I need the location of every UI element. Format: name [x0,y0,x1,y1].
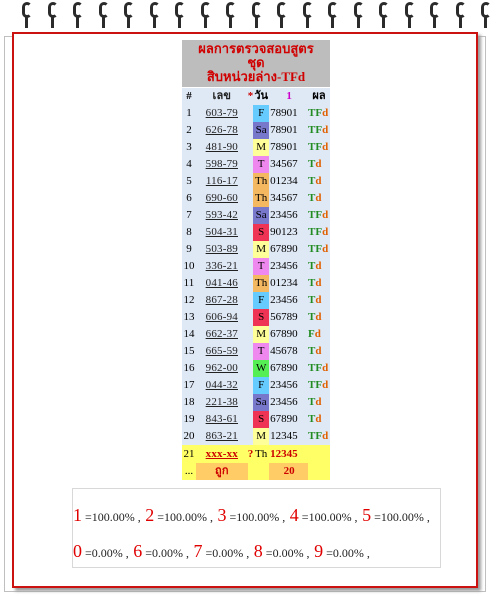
row-digits: 67890 [269,241,308,258]
row-day: S [253,411,269,428]
spiral-binding [0,0,495,34]
row-number: 10 [182,258,196,275]
binding-ring [405,2,415,28]
row-digits: 23456 [269,377,308,394]
row-lek: 221-38 [196,394,248,411]
table-row [182,173,330,190]
row-result: TFd [308,207,330,224]
stat-percent: =100.00% , [298,510,358,524]
row-day: Th [253,190,269,207]
row-day: F [253,292,269,309]
stat-percent: =0.00% , [82,546,129,560]
row-number: 13 [182,309,196,326]
row-number: 16 [182,360,196,377]
row-day: F [253,105,269,122]
row-lek: 603-79 [196,105,248,122]
row-lek: 593-42 [196,207,248,224]
stat-digit: 7 [189,541,203,561]
row-result: Td [308,156,330,173]
binding-ring [150,2,160,28]
stat-digit: 3 [213,505,227,525]
row-lek: 044-32 [196,377,248,394]
row-lek: 041-46 [196,275,248,292]
row-lek: 843-61 [196,411,248,428]
binding-ring [252,2,262,28]
summary-spacer [308,463,330,480]
pending-number: 21 [182,445,196,463]
row-lek: 598-79 [196,156,248,173]
binding-ring [175,2,185,28]
stats-line [73,541,370,562]
row-day: T [253,258,269,275]
stat-digit: 1 [73,505,82,525]
row-number: 17 [182,377,196,394]
binding-ring [379,2,389,28]
stat-digit: 4 [285,505,299,525]
stat-percent: =0.00% , [323,546,370,560]
row-result: TFd [308,105,330,122]
header-digit: 1 [269,88,308,105]
table-row [182,428,330,445]
row-result: TFd [308,377,330,394]
row-digits: 45678 [269,343,308,360]
title-line-2: ชุด [247,55,265,70]
table-row [182,326,330,343]
table-row [182,394,330,411]
binding-ring [226,2,236,28]
table-row [182,411,330,428]
row-number: 20 [182,428,196,445]
row-lek: 665-59 [196,343,248,360]
row-lek: 626-78 [196,122,248,139]
row-day: Sa [253,394,269,411]
stats-line [73,505,430,526]
row-day: T [253,156,269,173]
row-result: TFd [308,428,330,445]
row-digits: 67890 [269,326,308,343]
row-digits: 23456 [269,394,308,411]
binding-ring [22,2,32,28]
row-result: Td [308,309,330,326]
row-lek: 690-60 [196,190,248,207]
table-row [182,360,330,377]
row-digits: 01234 [269,173,308,190]
row-day: F [253,377,269,394]
row-digits: 67890 [269,360,308,377]
table-row [182,275,330,292]
row-lek: 116-17 [196,173,248,190]
stat-percent: =100.00% , [82,510,141,524]
stat-percent: =100.00% , [371,510,430,524]
row-number: 1 [182,105,196,122]
row-digits: 34567 [269,190,308,207]
row-digits: 23456 [269,292,308,309]
stat-digit: 6 [128,541,143,561]
row-result: TFd [308,139,330,156]
row-result: Td [308,343,330,360]
row-result: Td [308,292,330,309]
stat-digit: 8 [249,541,263,561]
row-number: 4 [182,156,196,173]
binding-ring [99,2,109,28]
summary-spacer [253,463,269,480]
row-lek: 503-89 [196,241,248,258]
row-result: TFd [308,224,330,241]
binding-ring [73,2,83,28]
row-number: 15 [182,343,196,360]
row-result: Fd [308,326,330,343]
table-header-row [182,88,330,105]
row-result: Td [308,258,330,275]
binding-ring [303,2,313,28]
table-row [182,343,330,360]
summary-label: ถูก [196,463,248,480]
stat-percent: =0.00% , [142,546,190,560]
row-lek: 962-00 [196,360,248,377]
table-row [182,241,330,258]
row-digits: 90123 [269,224,308,241]
row-result: TFd [308,360,330,377]
row-digits: 23456 [269,207,308,224]
results-panel [182,40,330,480]
table-row [182,122,330,139]
row-result: TFd [308,241,330,258]
binding-ring [277,2,287,28]
row-day: T [253,343,269,360]
pending-row [182,445,330,463]
row-digits: 78901 [269,105,308,122]
row-lek: 662-37 [196,326,248,343]
row-number: 19 [182,411,196,428]
summary-count: 20 [269,463,308,480]
stats-summary [72,488,441,568]
table-row [182,139,330,156]
table-title [182,40,330,88]
table-row [182,377,330,394]
row-number: 6 [182,190,196,207]
table-row [182,309,330,326]
row-digits: 34567 [269,156,308,173]
row-result: Td [308,173,330,190]
table-row [182,105,330,122]
row-digits: 78901 [269,139,308,156]
row-lek: 867-28 [196,292,248,309]
stat-digit: 9 [309,541,324,561]
row-result: Td [308,190,330,207]
row-number: 2 [182,122,196,139]
row-number: 9 [182,241,196,258]
row-digits: 78901 [269,122,308,139]
pending-lek: xxx-xx [196,445,248,463]
row-digits: 01234 [269,275,308,292]
row-day: Th [253,173,269,190]
binding-ring [430,2,440,28]
table-row [182,156,330,173]
binding-ring [201,2,211,28]
title-line-3: สิบหน่วยล่าง-TFd [206,69,306,84]
row-result: TFd [308,122,330,139]
row-day: M [253,326,269,343]
table-row [182,224,330,241]
header-star: * [248,88,254,105]
row-digits: 23456 [269,258,308,275]
row-lek: 336-21 [196,258,248,275]
row-result: Td [308,394,330,411]
table-row [182,258,330,275]
row-lek: 481-90 [196,139,248,156]
pending-star: ? [248,445,254,463]
summary-left: ... [182,463,196,480]
stat-percent: =0.00% , [202,546,250,560]
row-number: 14 [182,326,196,343]
row-number: 18 [182,394,196,411]
row-day: M [253,241,269,258]
stat-digit: 0 [73,541,82,561]
stat-digit: 2 [140,505,155,525]
stat-percent: =100.00% , [226,510,286,524]
stat-digit: 5 [357,505,372,525]
row-lek: 606-94 [196,309,248,326]
stat-percent: =0.00% , [262,546,310,560]
row-day: Sa [253,207,269,224]
binding-ring [48,2,58,28]
row-day: S [253,309,269,326]
binding-ring [124,2,134,28]
row-digits: 12345 [269,428,308,445]
summary-row [182,463,330,480]
pending-day: Th [253,445,269,463]
row-day: Th [253,275,269,292]
pending-digits: 12345 [269,445,308,463]
title-line-1: ผลการตรวจสอบสูตร [198,41,314,56]
header-num: # [182,88,196,105]
row-day: M [253,428,269,445]
table-row [182,292,330,309]
header-lek: เลข [196,88,248,105]
binding-ring [354,2,364,28]
results-table [182,88,330,480]
row-number: 8 [182,224,196,241]
table-row [182,207,330,224]
row-day: Sa [253,122,269,139]
row-lek: 504-31 [196,224,248,241]
header-day: วัน [253,88,269,105]
pending-result [308,445,330,463]
binding-ring [456,2,466,28]
row-day: S [253,224,269,241]
row-digits: 67890 [269,411,308,428]
binding-ring [481,2,491,28]
row-result: Td [308,411,330,428]
row-result: Td [308,275,330,292]
binding-ring [328,2,338,28]
row-number: 3 [182,139,196,156]
row-number: 5 [182,173,196,190]
row-day: W [253,360,269,377]
row-number: 7 [182,207,196,224]
stat-percent: =100.00% , [154,510,214,524]
row-number: 12 [182,292,196,309]
row-lek: 863-21 [196,428,248,445]
header-result: ผล [308,88,330,105]
row-day: M [253,139,269,156]
table-row [182,190,330,207]
row-digits: 56789 [269,309,308,326]
row-number: 11 [182,275,196,292]
